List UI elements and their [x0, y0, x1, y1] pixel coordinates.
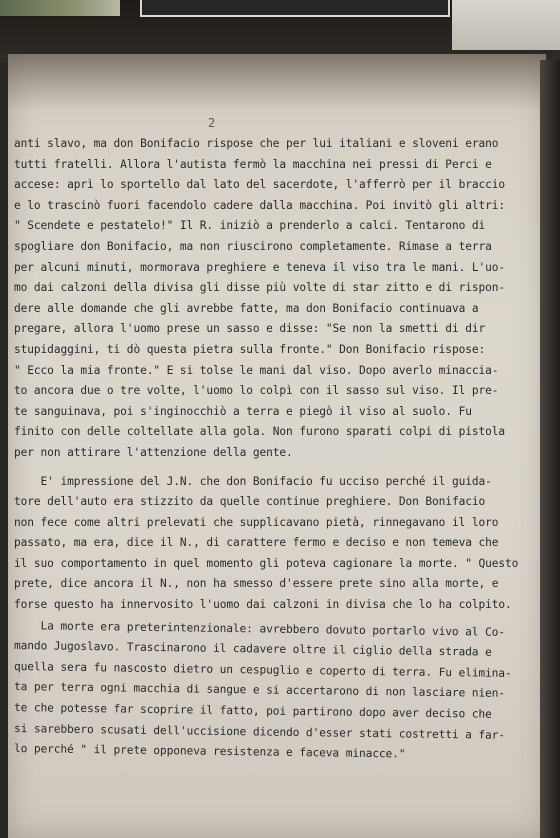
text-line: spogliare don Bonifacio, ma non riuscirono completamente. Rimase a terra [14, 239, 492, 253]
text-line: finito con delle coltellate alla gola. Non furono sparati colpi di pistola [14, 425, 506, 439]
text-line: il suo comportamento in quel momento gli poteva cagionare la morte. " Questo [14, 556, 519, 570]
text-line: te che potesse far scoprire il fatto, poi partirono dopo aver deciso che [13, 701, 492, 721]
text-line: tutti fratelli. Allora l'autista fermò la macchina nei pressi di Perci e [14, 157, 492, 171]
text-line: prete, dice ancora il N., non ha smesso d'essere prete sino alla morte, e [14, 577, 499, 591]
photo-strip-right [140, 0, 450, 17]
photo-strip-left [0, 0, 120, 16]
page-number: 2 [208, 116, 216, 130]
text-line: non fece come altri prelevati che supplicavano pietà, rinnegavano il loro [14, 515, 499, 529]
text-line: " Ecco la mia fronte." E si tolse le mani dal viso. Dopo averlo minaccia- [14, 363, 499, 377]
text-line: dere alle domande che gli avrebbe fatte, ma don Bonifacio continuava a [14, 301, 479, 315]
text-line: to ancora due o tre volte, l'uomo lo colpì con il sasso sul viso. Il pre- [14, 384, 499, 398]
text-line: lo perché " il prete opponeva resistenza e faceva minacce." [13, 742, 406, 761]
text-line: ta per terra ogni macchia di sangue e si accertarono di non lasciare nien- [13, 680, 506, 701]
text-line: pregare, allora l'uomo prese un sasso e disse: "Se non la smetti di dir [14, 322, 486, 336]
page-edge [540, 60, 560, 838]
text-line: accese: aprì lo sportello dal lato del sacerdote, l'afferrò per il braccio [14, 178, 506, 192]
text-line: te sanguinava, poi s'inginocchiò a terra e piegò il viso al suolo. Fu [14, 404, 472, 418]
text-line: E' impressione del J.N. che don Bonifacio fu ucciso perché il guida- [14, 474, 492, 488]
paragraph-2 [14, 472, 534, 760]
text-line: passato, ma era, dice il N., di carattere fermo e deciso e non temeva che [14, 536, 499, 550]
text-line: tore dell'auto era stizzito da quelle continue preghiere. Don Bonifacio [14, 495, 486, 509]
text-line: si sarebbero scusati dell'uccisione dicendo d'esser stati costretti a far- [13, 721, 506, 742]
document-body [14, 134, 534, 760]
text-line: anti slavo, ma don Bonifacio rispose che per lui italiani e sloveni erano [14, 137, 499, 150]
paragraph-1 [14, 134, 534, 464]
text-line: La morte era preterintenzionale: avrebbero dovuto portarlo vivo al Co- [13, 618, 506, 639]
text-line: quella sera fu nascosto dietro un cespuglio e coperto di terra. Fu elimina- [13, 659, 512, 680]
text-line: mo dai calzoni della divisa gli disse più volte di star zitto e di rispon- [14, 281, 506, 295]
text-line: " Scendete e pestatelo!" Il R. iniziò a prenderlo a calci. Tentarono di [14, 219, 486, 233]
page-shadow [8, 54, 546, 110]
text-line: mando Jugoslavo. Trascinarono il cadavere oltre il ciglio della strada e [13, 639, 492, 659]
text-line: per non attirare l'attenzione della gente. [14, 445, 293, 459]
text-line: e lo trascinò fuori facendolo cadere dalla macchina. Poi invitò gli altri: [14, 198, 506, 212]
underlying-paper [452, 0, 560, 50]
text-line: stupidaggini, ti dò questa pietra sulla fronte." Don Bonifacio rispose: [14, 342, 486, 356]
text-line: forse questo ha innervosito l'uomo dai calzoni in divisa che lo ha colpito. [14, 598, 512, 612]
paragraph-gap [14, 464, 534, 472]
text-line: per alcuni minuti, mormorava preghiere e teneva il viso tra le mani. L'uo- [14, 260, 506, 274]
